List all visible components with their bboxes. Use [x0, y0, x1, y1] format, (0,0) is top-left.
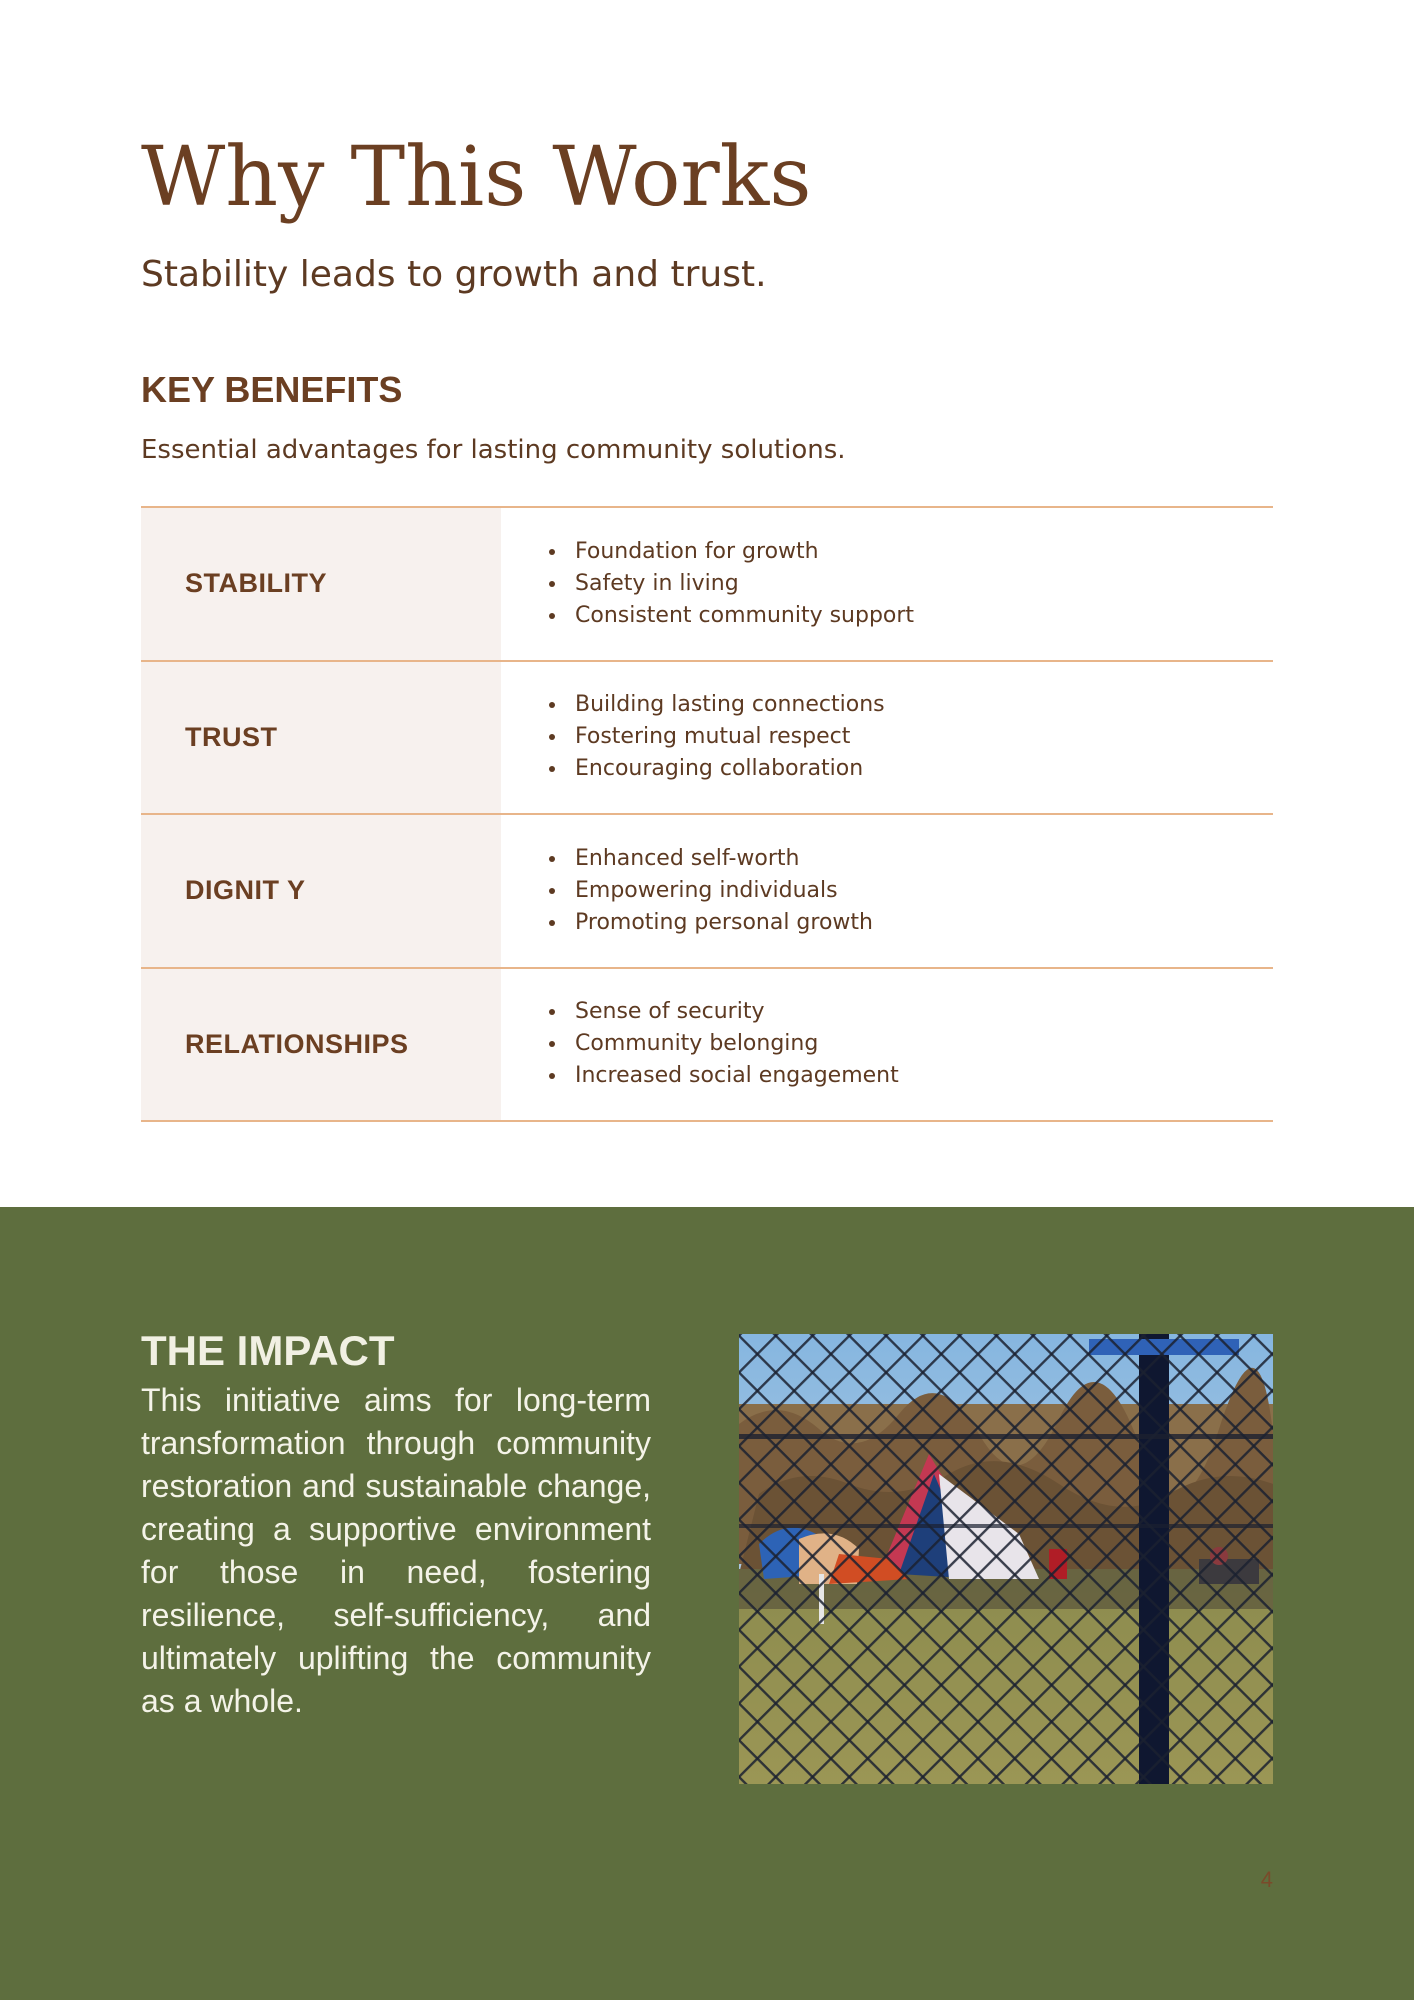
benefit-list — [547, 996, 899, 1092]
impact-body: This initiative aims for long-term transformation through community restoration and sustainable change, creating a supportive environment for those in need, fostering resilience, self-sufficiency, and ultimately uplifting the community as a whole. — [141, 1382, 651, 1719]
benefit-row-dignity — [141, 815, 1273, 969]
page-subtitle: Stability leads to growth and trust. — [141, 254, 767, 295]
benefit-label: DIGNIT Y — [185, 875, 306, 906]
benefit-item: Sense of security — [547, 996, 899, 1028]
benefit-item: Building lasting connections — [547, 689, 885, 721]
benefit-label: RELATIONSHIPS — [185, 1028, 409, 1059]
benefit-item: Community belonging — [547, 1028, 899, 1060]
benefit-item: Safety in living — [547, 568, 914, 600]
benefit-item: Consistent community support — [547, 600, 914, 632]
benefit-list — [547, 689, 885, 785]
benefit-row-stability — [141, 508, 1273, 662]
benefit-item: Empowering individuals — [547, 875, 873, 907]
key-benefits-description: Essential advantages for lasting community solutions. — [141, 435, 846, 465]
benefit-label-cell — [141, 815, 501, 967]
benefit-row-trust — [141, 662, 1273, 816]
benefit-label-cell — [141, 662, 501, 814]
benefit-item: Enhanced self-worth — [547, 843, 873, 875]
benefit-label: TRUST — [185, 721, 278, 752]
page-title: Why This Works — [141, 130, 812, 225]
benefit-item: Promoting personal growth — [547, 907, 873, 939]
benefit-list-cell — [501, 662, 1273, 814]
benefit-item: Foundation for growth — [547, 536, 914, 568]
benefit-item: Increased social engagement — [547, 1060, 899, 1092]
benefits-table — [141, 506, 1273, 1122]
benefit-label: STABILITY — [185, 568, 327, 599]
benefit-item: Encouraging collaboration — [547, 753, 885, 785]
benefit-label-cell — [141, 508, 501, 660]
benefit-item: Fostering mutual respect — [547, 721, 885, 753]
benefit-list — [547, 843, 873, 939]
encampment-photo — [739, 1334, 1273, 1784]
page-number: 4 — [1260, 1867, 1273, 1892]
benefit-label-cell — [141, 969, 501, 1121]
benefit-list-cell — [501, 969, 1273, 1121]
benefit-row-relationships — [141, 969, 1273, 1123]
impact-heading: THE IMPACT — [141, 1327, 395, 1374]
key-benefits-heading: KEY BENEFITS — [141, 369, 403, 410]
benefit-list-cell — [501, 508, 1273, 660]
impact-section — [0, 1207, 1414, 2000]
benefit-list-cell — [501, 815, 1273, 967]
benefit-list — [547, 536, 914, 632]
